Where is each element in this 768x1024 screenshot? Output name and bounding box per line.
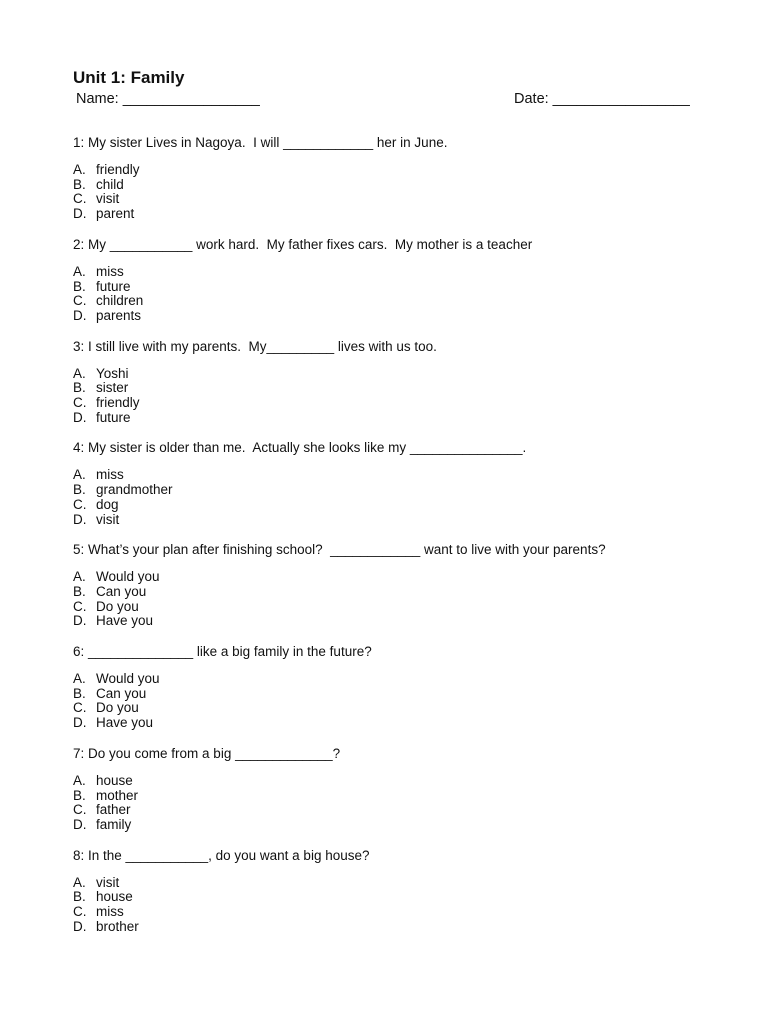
question-5 bbox=[73, 541, 703, 629]
answer-option bbox=[73, 396, 703, 411]
header-fields bbox=[76, 88, 703, 110]
answer-option bbox=[73, 207, 703, 222]
option-letter: C. bbox=[73, 598, 87, 614]
option-letter: A. bbox=[73, 263, 86, 279]
answer-options bbox=[73, 672, 703, 731]
option-text: Do you bbox=[96, 700, 139, 716]
option-text: visit bbox=[96, 511, 120, 527]
answer-option bbox=[73, 294, 703, 309]
option-text: dog bbox=[96, 496, 119, 512]
answer-option bbox=[73, 614, 703, 629]
question-2 bbox=[73, 236, 703, 324]
answer-option bbox=[73, 687, 703, 702]
question-8 bbox=[73, 847, 703, 935]
option-text: miss bbox=[96, 467, 124, 483]
question-list bbox=[73, 134, 703, 935]
answer-option bbox=[73, 789, 703, 804]
option-letter: C. bbox=[73, 191, 87, 207]
worksheet-title: Unit 1: Family bbox=[73, 68, 185, 87]
answer-option bbox=[73, 570, 703, 585]
answer-option bbox=[73, 818, 703, 833]
name-field: Name: _________________ bbox=[76, 91, 260, 107]
option-letter: C. bbox=[73, 293, 87, 309]
option-text: Have you bbox=[96, 613, 154, 629]
question-stem: 6: ______________ like a big family in the future? bbox=[73, 644, 372, 660]
option-text: miss bbox=[96, 904, 124, 920]
answer-options bbox=[73, 570, 703, 629]
option-text: house bbox=[96, 889, 133, 905]
question-stem: 5: What’s your plan after finishing school? ____________ want to live with your parents? bbox=[73, 542, 606, 558]
question-stem: 4: My sister is older than me. Actually she looks like my _______________. bbox=[73, 440, 527, 456]
answer-option bbox=[73, 280, 703, 295]
option-text: house bbox=[96, 772, 133, 788]
question-1 bbox=[73, 134, 703, 222]
answer-option bbox=[73, 876, 703, 891]
option-text: family bbox=[96, 816, 132, 832]
option-letter: A. bbox=[73, 772, 86, 788]
answer-options bbox=[73, 163, 703, 222]
option-text: Do you bbox=[96, 598, 139, 614]
question-stem: 2: My ___________ work hard. My father fixes cars. My mother is a teacher bbox=[73, 236, 533, 252]
option-letter: B. bbox=[73, 278, 86, 294]
option-letter: C. bbox=[73, 802, 87, 818]
option-letter: B. bbox=[73, 787, 86, 803]
option-text: visit bbox=[96, 874, 120, 890]
option-text: child bbox=[96, 176, 124, 192]
option-text: friendly bbox=[96, 395, 140, 411]
option-text: visit bbox=[96, 191, 120, 207]
option-text: Would you bbox=[96, 569, 160, 585]
option-letter: D. bbox=[73, 511, 87, 527]
answer-option bbox=[73, 701, 703, 716]
option-letter: C. bbox=[73, 700, 87, 716]
option-text: brother bbox=[96, 918, 139, 934]
option-text: future bbox=[96, 409, 131, 425]
option-letter: B. bbox=[73, 482, 86, 498]
answer-option bbox=[73, 585, 703, 600]
option-text: parent bbox=[96, 206, 135, 222]
answer-option bbox=[73, 381, 703, 396]
option-text: father bbox=[96, 802, 131, 818]
option-letter: C. bbox=[73, 904, 87, 920]
answer-option bbox=[73, 498, 703, 513]
option-letter: D. bbox=[73, 816, 87, 832]
option-letter: B. bbox=[73, 176, 86, 192]
answer-option bbox=[73, 483, 703, 498]
question-7 bbox=[73, 745, 703, 833]
option-letter: B. bbox=[73, 380, 86, 396]
answer-option bbox=[73, 178, 703, 193]
question-3 bbox=[73, 338, 703, 426]
question-stem: 1: My sister Lives in Nagoya. I will ____________ her in June. bbox=[73, 135, 448, 150]
question-6 bbox=[73, 643, 703, 731]
option-letter: B. bbox=[73, 889, 86, 905]
option-text: parents bbox=[96, 307, 142, 323]
option-letter: D. bbox=[73, 307, 87, 323]
answer-option bbox=[73, 513, 703, 528]
date-field: Date: _________________ bbox=[514, 91, 690, 107]
option-text: Can you bbox=[96, 583, 147, 599]
worksheet-page bbox=[73, 68, 703, 949]
option-text: Have you bbox=[96, 715, 154, 731]
question-4 bbox=[73, 439, 703, 527]
answer-options bbox=[73, 367, 703, 426]
option-text: mother bbox=[96, 787, 139, 803]
option-text: children bbox=[96, 293, 144, 309]
option-text: friendly bbox=[96, 162, 140, 177]
answer-option bbox=[73, 905, 703, 920]
answer-options bbox=[73, 876, 703, 935]
answer-option bbox=[73, 672, 703, 687]
answer-option bbox=[73, 367, 703, 382]
option-letter: A. bbox=[73, 467, 86, 483]
option-text: Can you bbox=[96, 685, 147, 701]
answer-options bbox=[73, 265, 703, 324]
question-stem: 7: Do you come from a big _____________? bbox=[73, 745, 341, 761]
answer-option bbox=[73, 600, 703, 615]
option-text: grandmother bbox=[96, 482, 173, 498]
answer-option bbox=[73, 716, 703, 731]
option-letter: D. bbox=[73, 206, 87, 222]
answer-option bbox=[73, 803, 703, 818]
option-text: Would you bbox=[96, 671, 160, 687]
answer-option bbox=[73, 920, 703, 935]
answer-option bbox=[73, 309, 703, 324]
question-stem: 3: I still live with my parents. My_________ lives with us too. bbox=[73, 338, 437, 354]
option-text: miss bbox=[96, 263, 124, 279]
answer-option bbox=[73, 411, 703, 426]
option-letter: A. bbox=[73, 874, 86, 890]
option-letter: A. bbox=[73, 569, 86, 585]
answer-option bbox=[73, 163, 703, 178]
option-letter: D. bbox=[73, 715, 87, 731]
option-letter: C. bbox=[73, 496, 87, 512]
option-letter: A. bbox=[73, 365, 86, 381]
option-letter: D. bbox=[73, 409, 87, 425]
answer-option bbox=[73, 774, 703, 789]
answer-option bbox=[73, 468, 703, 483]
option-letter: D. bbox=[73, 918, 87, 934]
answer-option bbox=[73, 192, 703, 207]
option-letter: D. bbox=[73, 613, 87, 629]
option-letter: C. bbox=[73, 395, 87, 411]
answer-options bbox=[73, 468, 703, 527]
answer-option bbox=[73, 890, 703, 905]
option-text: Yoshi bbox=[96, 365, 129, 381]
question-stem: 8: In the ___________, do you want a big house? bbox=[73, 847, 370, 863]
option-letter: B. bbox=[73, 685, 86, 701]
answer-options bbox=[73, 774, 703, 833]
answer-option bbox=[73, 265, 703, 280]
option-letter: A. bbox=[73, 162, 86, 177]
option-letter: B. bbox=[73, 583, 86, 599]
option-text: sister bbox=[96, 380, 129, 396]
option-letter: A. bbox=[73, 671, 86, 687]
option-text: future bbox=[96, 278, 131, 294]
